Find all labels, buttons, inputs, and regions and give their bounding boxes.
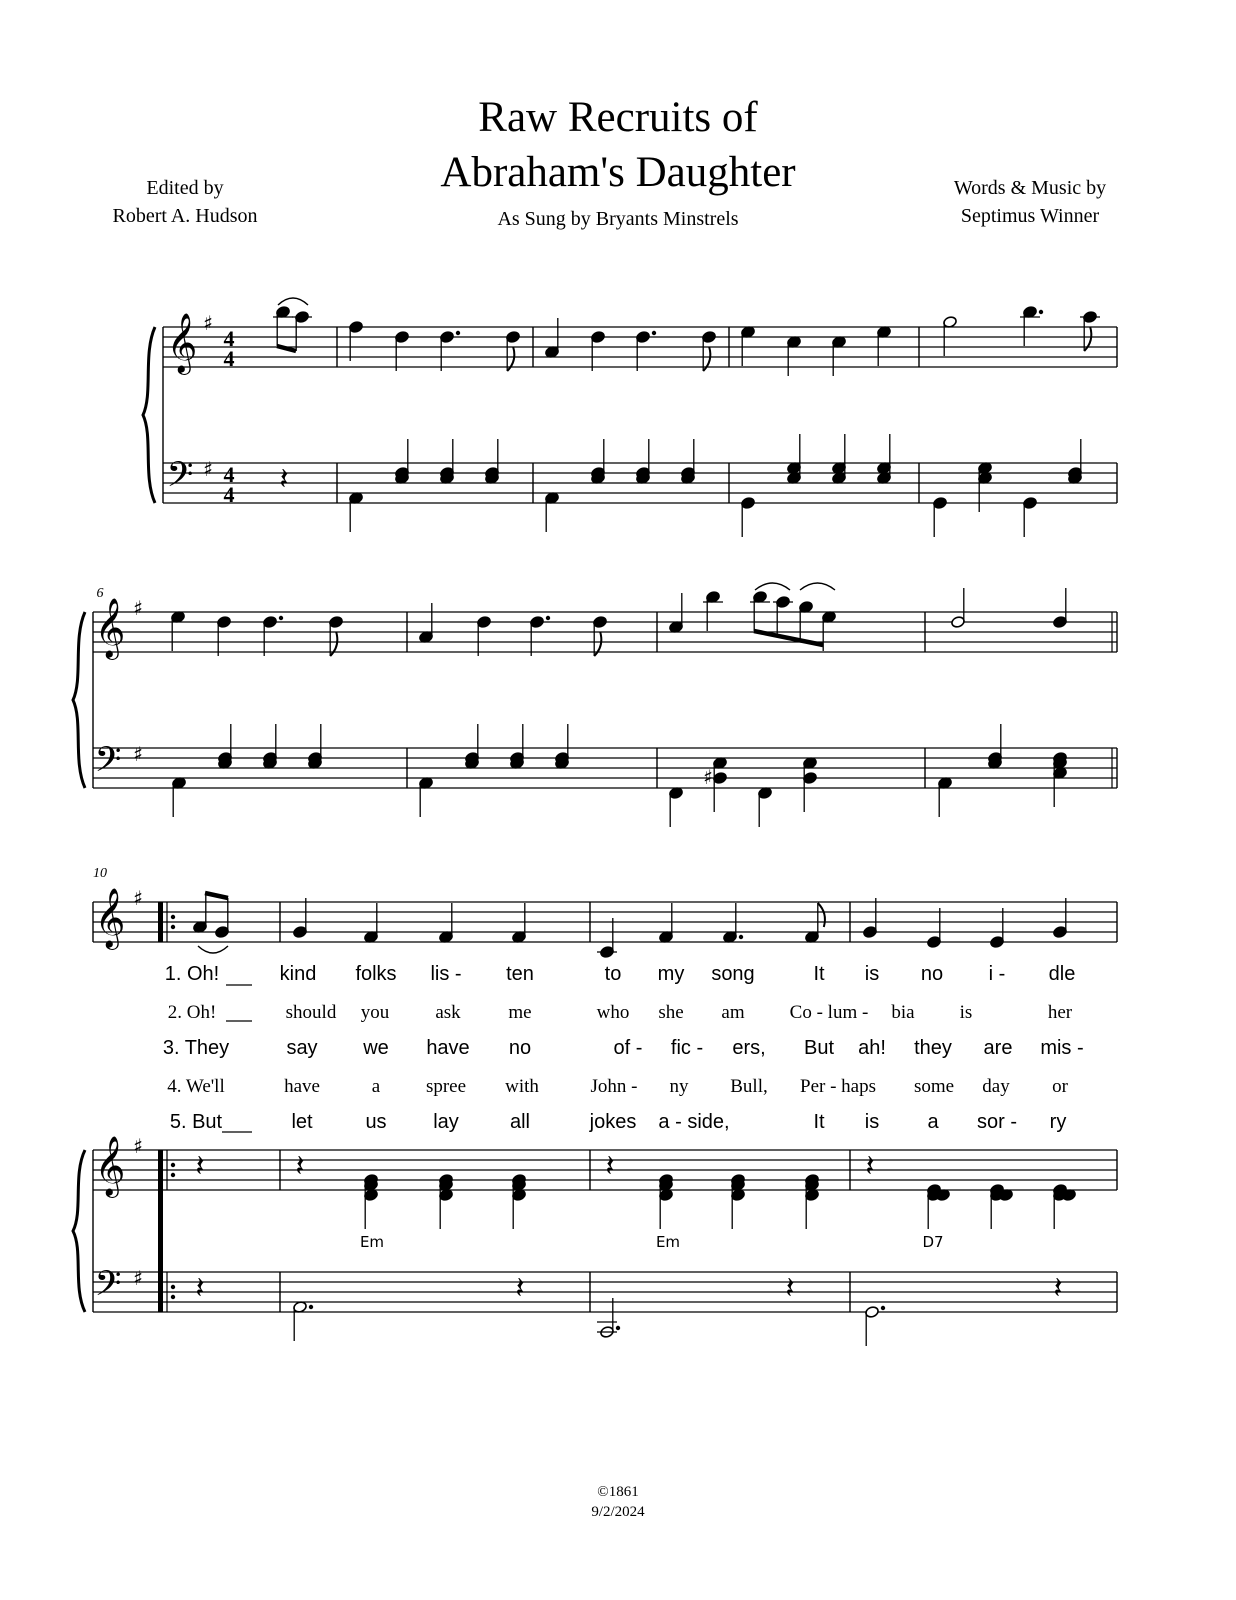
dot — [546, 616, 550, 620]
lyric-syllable: John - — [590, 1076, 638, 1097]
lyric-syllable: a - side, — [658, 1111, 730, 1133]
lyric-syllable: is — [864, 1111, 880, 1133]
quarter-rest: 𝄽 — [1053, 1271, 1063, 1306]
lyric-syllable: have — [284, 1076, 320, 1097]
lyric-syllable: sor - — [977, 1111, 1017, 1133]
brace — [73, 1150, 85, 1312]
lyric-syllable: ask — [435, 1002, 461, 1023]
treble-clef-icon: 𝄞 — [94, 1136, 126, 1196]
lyric-syllable: she — [658, 1002, 684, 1023]
lyric-syllable: is — [864, 963, 880, 985]
dot — [171, 1285, 175, 1289]
print-date: 9/2/2024 — [591, 1504, 645, 1520]
quarter-rest: 𝄽 — [605, 1149, 615, 1184]
treble-clef-icon: 𝄞 — [94, 598, 126, 658]
sharp-sign: ♯ — [133, 596, 143, 620]
dot — [171, 915, 175, 919]
lyric-syllable: a — [371, 1076, 381, 1097]
lyric-syllable: lay — [433, 1111, 459, 1133]
lyric-syllable: am — [721, 1002, 745, 1023]
sharp-sign: ♯ — [203, 311, 213, 335]
title-line-2: Abraham's Daughter — [440, 149, 796, 196]
lyric-syllable: spree — [425, 1076, 467, 1097]
lyric-syllable: you — [360, 1002, 390, 1023]
chord-symbol-em: Em — [655, 1233, 681, 1251]
lyric-syllable: we — [363, 1037, 389, 1059]
sharp-sign: ♯ — [703, 765, 713, 789]
quarter-rest: 𝄽 — [865, 1149, 875, 1184]
staff — [93, 902, 1117, 942]
bass-clef-icon: 𝄢 — [166, 454, 194, 503]
bass-clef-icon: 𝄢 — [94, 739, 122, 788]
bass-clef-icon: 𝄢 — [94, 1263, 122, 1312]
chord-symbol-d7: D7 — [922, 1233, 944, 1251]
time-signature-bottom: 4 — [223, 482, 235, 507]
lyric-syllable: they — [914, 1037, 952, 1059]
repeat-barline — [158, 902, 163, 942]
sharp-sign: ♯ — [133, 1266, 143, 1290]
lyric-syllable: us — [365, 1111, 387, 1133]
lyric-syllable: ers, — [732, 1037, 766, 1059]
quarter-rest: 𝄽 — [195, 1271, 205, 1306]
lyric-syllable: 3. They — [162, 1037, 230, 1059]
quarter-rest: 𝄽 — [195, 1149, 205, 1184]
staff — [93, 748, 1117, 788]
lyric-syllable: me — [508, 1002, 532, 1023]
dot — [1039, 310, 1043, 314]
composer-label: Words & Music by — [953, 177, 1107, 199]
lyric-syllable: is — [959, 1002, 973, 1023]
brace — [73, 612, 85, 788]
dot — [456, 331, 460, 335]
note-flag — [818, 903, 825, 927]
lyric-syllable: dle — [1048, 963, 1076, 985]
lyric-syllable: lis - — [430, 963, 462, 985]
dot — [279, 616, 283, 620]
sharp-sign: ♯ — [133, 886, 143, 910]
lyric-syllable: a — [927, 1111, 939, 1133]
lyric-syllable: mis - — [1040, 1037, 1084, 1059]
lyric-syllable: bia — [891, 1002, 915, 1023]
chord-symbol-em: Em — [359, 1233, 385, 1251]
quarter-rest: 𝄽 — [515, 1271, 525, 1306]
brace — [143, 327, 155, 503]
lyric-syllable: some — [913, 1076, 955, 1097]
lyric-syllable: 5. But — [169, 1111, 223, 1133]
slur — [800, 583, 835, 590]
lyric-syllable: all — [509, 1111, 531, 1133]
lyric-syllable: no — [920, 963, 944, 985]
beam — [754, 631, 823, 645]
sharp-sign: ♯ — [133, 1134, 143, 1158]
footer — [0, 1482, 1236, 1522]
lyric-syllable: who — [596, 1002, 630, 1023]
lyric-syllable: 4. We'll — [167, 1076, 225, 1097]
lyric-syllable: of - — [613, 1037, 643, 1059]
sharp-sign: ♯ — [133, 742, 143, 766]
measure-number: 10 — [93, 866, 107, 881]
lyric-syllable: or — [1052, 1076, 1068, 1097]
lyric-syllable: ten — [506, 963, 534, 985]
slur — [278, 298, 308, 305]
lyric-syllable: It — [813, 963, 825, 985]
lyric-syllable: have — [426, 1037, 470, 1059]
lyric-syllable: her — [1047, 1002, 1073, 1023]
treble-clef-icon: 𝄞 — [166, 313, 198, 373]
slur — [198, 946, 228, 953]
lyric-syllable: jokes — [589, 1111, 637, 1133]
lyric-syllable: should — [285, 1002, 337, 1023]
dot — [171, 1295, 175, 1299]
lyric-syllable: my — [657, 963, 685, 985]
repeat-barline — [158, 1190, 163, 1272]
lyric-syllable: ah! — [858, 1037, 886, 1059]
lyric-syllable: with — [505, 1076, 539, 1097]
lyric-syllable: Co - lum - — [789, 1002, 869, 1023]
lyric-syllable: Bull, — [730, 1076, 768, 1097]
dot — [171, 1173, 175, 1177]
time-signature-top: 4 — [223, 326, 235, 351]
lyric-syllable: ry — [1049, 1111, 1067, 1133]
lyric-syllable: are — [983, 1037, 1013, 1059]
quarter-rest: 𝄽 — [785, 1271, 795, 1306]
repeat-barline — [158, 1272, 163, 1312]
lyric-syllable: Per - haps — [800, 1076, 876, 1097]
lyric-syllable: to — [604, 963, 622, 985]
quarter-rest: 𝄽 — [295, 1149, 305, 1184]
beam — [205, 893, 228, 898]
dot — [171, 925, 175, 929]
lyric-syllable: ny — [669, 1076, 689, 1097]
dot — [881, 1306, 885, 1310]
lyric-syllable: kind — [279, 963, 317, 985]
subtitle: As Sung by Bryants Minstrels — [497, 208, 739, 230]
dot — [616, 1326, 620, 1330]
lyric-syllable: say — [286, 1037, 318, 1059]
dot — [171, 1163, 175, 1167]
staff — [93, 1272, 1117, 1312]
measure-number: 6 — [96, 586, 104, 601]
composer-name: Septimus Winner — [960, 205, 1100, 227]
repeat-barline — [158, 1150, 163, 1190]
lyric-syllable: But — [803, 1037, 835, 1059]
time-signature-top: 4 — [223, 462, 235, 487]
lyric-syllable: song — [711, 963, 755, 985]
dot — [309, 1305, 313, 1309]
quarter-rest: 𝄽 — [279, 462, 289, 497]
lyric-syllable: let — [291, 1111, 313, 1133]
lyric-syllable: no — [508, 1037, 532, 1059]
lyric-syllable: fic - — [670, 1037, 704, 1059]
title-line-1: Raw Recruits of — [478, 94, 758, 141]
slur — [755, 583, 790, 590]
treble-clef-icon: 𝄞 — [94, 888, 126, 948]
lyric-syllable: i - — [988, 963, 1006, 985]
editor-name: Robert A. Hudson — [112, 205, 258, 227]
dot — [739, 935, 743, 939]
lyric-syllable: day — [982, 1076, 1010, 1097]
lyric-syllable: 1. Oh! — [164, 963, 220, 985]
copyright: ©1861 — [597, 1484, 639, 1500]
dot — [652, 331, 656, 335]
lyric-syllable: 2. Oh! — [167, 1002, 217, 1023]
time-signature-bottom: 4 — [223, 346, 235, 371]
lyric-syllable: folks — [355, 963, 397, 985]
editor-label: Edited by — [146, 177, 224, 199]
sharp-sign: ♯ — [203, 457, 213, 481]
lyric-syllable: It — [813, 1111, 825, 1133]
